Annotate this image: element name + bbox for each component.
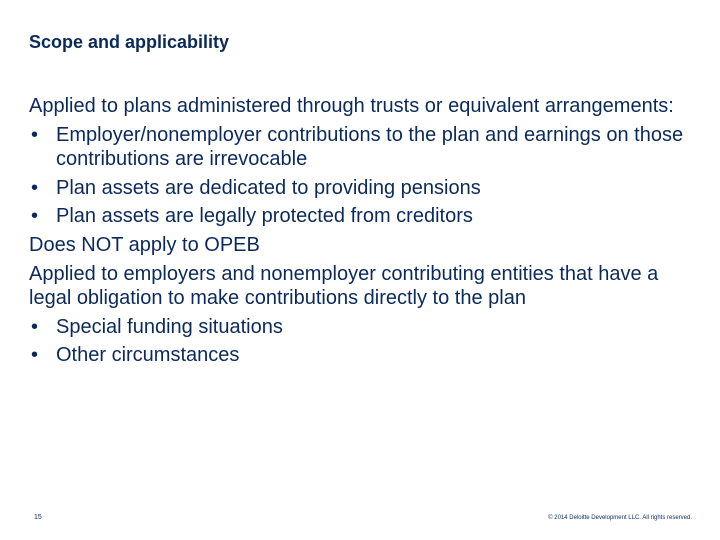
bullet-marker: • [31, 315, 39, 338]
slide-title: Scope and applicability [29, 32, 230, 52]
bullet-text: Employer/nonemployer contributions to the plan and earnings on those contributions are irrevocable [56, 123, 684, 171]
bullet-item [29, 315, 699, 340]
page-number: 15 [34, 514, 42, 521]
bullet-marker: • [31, 344, 39, 367]
bullet-marker: • [31, 123, 39, 146]
bullet-marker: • [31, 176, 39, 199]
bullet-text: Special funding situations [56, 315, 283, 338]
copyright-notice: © 2014 Deloitte Development LLC. All rights reserved. [548, 515, 692, 521]
slide-body [29, 94, 699, 372]
bullet-marker: • [31, 205, 39, 228]
bullet-item [29, 176, 699, 201]
bullet-item [29, 204, 699, 229]
bullet-text: Plan assets are dedicated to providing pensions [56, 176, 481, 199]
paragraph: Applied to employers and nonemployer contributing entities that have a legal obligation to make contributions directly to the plan [29, 262, 659, 310]
bullet-text: Plan assets are legally protected from creditors [56, 205, 473, 228]
paragraph: Does NOT apply to OPEB [29, 233, 260, 256]
bullet-text: Other circumstances [56, 344, 240, 367]
paragraph: Applied to plans administered through trusts or equivalent arrangements: [29, 95, 674, 117]
bullet-item [29, 343, 699, 368]
bullet-item [29, 123, 699, 172]
